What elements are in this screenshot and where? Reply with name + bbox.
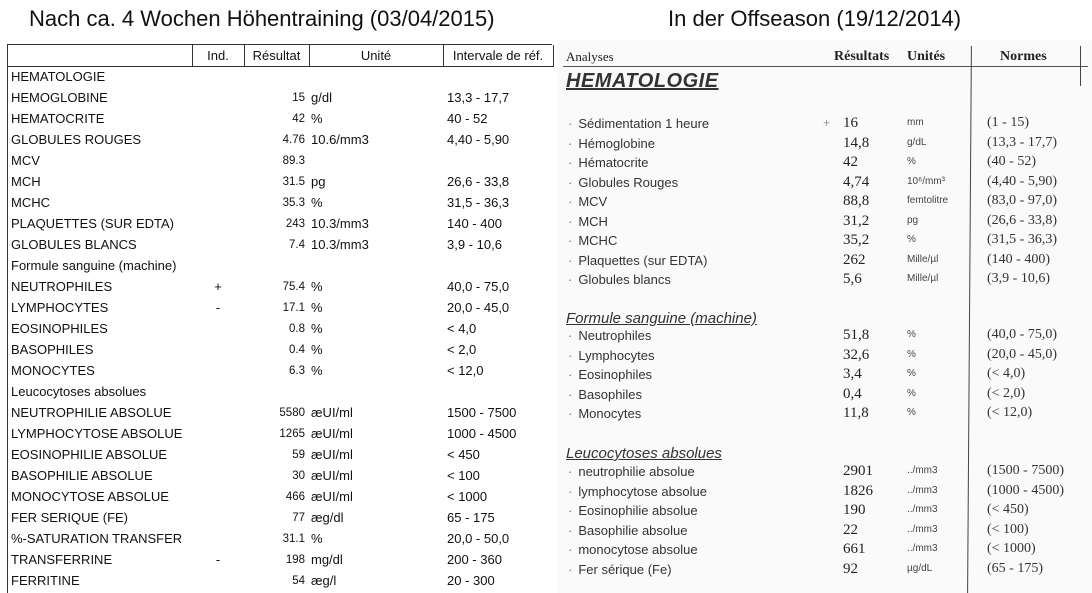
cell-unit: æUI/ml: [311, 489, 353, 504]
cell-unit: %: [311, 300, 323, 315]
result-norm: (40 - 52): [987, 154, 1036, 169]
result-value: 661: [843, 541, 866, 557]
result-norm: (< 12,0): [987, 405, 1033, 420]
cell-analysis: MCV: [11, 153, 40, 168]
cell-reference-range: [443, 66, 553, 87]
result-norm: (1 - 15): [987, 115, 1029, 130]
table-row: [8, 507, 553, 528]
right-header-units: Unités: [907, 49, 946, 64]
cell-unit: æUI/ml: [311, 468, 353, 483]
cell-indicator: [192, 87, 244, 108]
result-unit: 10⁶/mm³: [907, 175, 946, 187]
cell-reference-range: < 1000: [447, 489, 488, 504]
cell-reference-range: 200 - 360: [447, 552, 502, 567]
result-unit: Mille/µl: [907, 253, 939, 265]
cell-indicator: +: [214, 279, 222, 294]
cell-reference-range: < 4,0: [447, 321, 477, 336]
cell-unit: %: [311, 111, 323, 126]
list-item: [557, 522, 1092, 541]
cell-reference-range: 20 - 300: [447, 573, 495, 588]
result-unit: µg/dL: [907, 562, 933, 574]
cell-unit: %: [311, 279, 323, 294]
cell-analysis: %-SATURATION TRANSFER: [11, 531, 183, 546]
result-norm: (< 4,0): [987, 366, 1026, 381]
cell-result: 77: [292, 511, 305, 524]
cell-result: 89.3: [282, 154, 305, 167]
list-item: [557, 135, 1092, 154]
cell-reference-range: [443, 381, 553, 402]
cell-reference-range: 65 - 175: [447, 510, 495, 525]
table-row: [8, 297, 553, 318]
cell-analysis: EOSINOPHILES: [11, 321, 108, 336]
result-name: · Sédimentation 1 heure: [568, 116, 709, 131]
cell-result: 30: [292, 469, 305, 482]
result-norm: (< 450): [987, 502, 1029, 517]
cell-result: 17.1: [282, 301, 305, 314]
result-unit: pg: [907, 214, 919, 226]
left-results-table: [8, 45, 554, 591]
cell-analysis: Formule sanguine (machine): [11, 258, 177, 273]
table-row: [8, 87, 553, 108]
result-norm: (140 - 400): [987, 251, 1050, 267]
result-norm: (< 1000): [987, 541, 1036, 556]
cell-result: 0.8: [289, 322, 305, 335]
cell-analysis: HEMATOLOGIE: [11, 69, 106, 85]
cell-result: 1265: [279, 427, 305, 440]
list-item: [557, 271, 1092, 290]
cell-unit: æUI/ml: [311, 447, 353, 462]
list-item: [557, 405, 1092, 424]
result-value: 22: [843, 521, 858, 538]
table-row: [8, 234, 553, 255]
cell-indicator: [192, 66, 244, 87]
cell-unit: pg: [311, 174, 326, 189]
cell-indicator: [192, 129, 244, 150]
right-edge-divider: [1080, 46, 1081, 86]
table-row: [8, 423, 553, 444]
cell-indicator: [192, 255, 244, 276]
cell-analysis: LYMPHOCYTOSE ABSOLUE: [11, 426, 183, 441]
cell-result: [244, 66, 309, 87]
cell-unit: g/dl: [311, 90, 332, 105]
cell-reference-range: 1500 - 7500: [447, 405, 517, 420]
result-norm: (65 - 175): [987, 560, 1043, 576]
cell-indicator: -: [215, 552, 221, 567]
result-name: · MCH: [568, 214, 608, 229]
cell-indicator: [192, 150, 244, 171]
cell-unit: [309, 255, 443, 276]
cell-analysis: GLOBULES BLANCS: [11, 237, 137, 252]
result-value: 88,8: [843, 193, 870, 209]
header-unit: Unité: [309, 45, 443, 66]
table-row: [8, 66, 553, 87]
result-unit: ../mm3: [907, 523, 938, 535]
cell-unit: %: [311, 363, 323, 378]
cell-unit: [309, 381, 443, 402]
table-row: [8, 570, 553, 591]
header-result: Résultat: [244, 45, 309, 66]
result-value: 3,4: [843, 366, 862, 382]
cell-reference-range: < 2,0: [447, 342, 477, 357]
cell-analysis: Leucocytoses absolues: [11, 384, 147, 399]
list-item: [557, 366, 1092, 385]
cell-analysis: MONOCYTOSE ABSOLUE: [11, 489, 169, 504]
cell-indicator: [192, 507, 244, 528]
cell-reference-range: 40,0 - 75,0: [447, 279, 510, 294]
list-item: [557, 174, 1092, 193]
section-formule-sanguine: Formule sanguine (machine): [566, 310, 757, 327]
right-lab-report: [557, 40, 1092, 593]
cell-indicator: [192, 339, 244, 360]
result-unit: ../mm3: [907, 484, 938, 496]
cell-reference-range: 3,9 - 10,6: [447, 237, 502, 252]
list-item: [557, 213, 1092, 232]
table-row: [8, 549, 553, 570]
cell-indicator: -: [215, 300, 221, 315]
result-name: · Globules Rouges: [568, 175, 678, 190]
cell-result: 243: [285, 217, 305, 230]
result-unit: %: [907, 348, 916, 360]
table-row: [8, 486, 553, 507]
table-row: [8, 444, 553, 465]
cell-result: 5580: [279, 406, 305, 419]
result-norm: (13,3 - 17,7): [987, 134, 1057, 150]
cell-analysis: TRANSFERRINE: [11, 552, 113, 567]
cell-unit: [309, 66, 443, 87]
cell-unit: %: [311, 531, 323, 546]
cell-unit: [309, 150, 443, 171]
table-row: [8, 192, 553, 213]
result-name: · Lymphocytes: [568, 348, 654, 363]
cell-indicator: [192, 213, 244, 234]
cell-reference-range: 13,3 - 17,7: [447, 90, 510, 105]
table-row: [8, 381, 553, 402]
header-indicator: Ind.: [192, 45, 244, 66]
result-unit: %: [907, 387, 916, 399]
right-header-analyses: Analyses: [566, 49, 614, 64]
table-row: [8, 255, 553, 276]
cell-reference-range: [443, 150, 553, 171]
result-norm: (< 2,0): [987, 385, 1026, 401]
cell-result: 75.4: [282, 280, 305, 293]
cell-analysis: FER SERIQUE (FE): [11, 510, 129, 525]
cell-result: 0.4: [289, 343, 305, 356]
list-item: [557, 483, 1092, 502]
result-norm: (20,0 - 45,0): [987, 346, 1057, 362]
result-norm: (4,40 - 5,90): [987, 173, 1057, 189]
header-reference-range: Intervale de réf.: [443, 45, 553, 66]
result-name: · neutrophilie absolue: [568, 464, 695, 479]
cell-indicator: [192, 570, 244, 591]
cell-analysis: MCH: [11, 174, 41, 189]
result-name: · lymphocytose absolue: [568, 484, 707, 499]
title-offseason: In der Offseason (19/12/2014): [668, 6, 962, 31]
left-lab-report: [7, 44, 552, 593]
result-value: 2901: [843, 463, 873, 479]
result-value: 0,4: [843, 385, 862, 402]
table-row: [8, 360, 553, 381]
cell-indicator: [192, 444, 244, 465]
result-name: · monocytose absolue: [568, 542, 698, 557]
result-value: 190: [843, 502, 866, 518]
result-name: · Neutrophiles: [568, 328, 651, 343]
table-row: [8, 129, 553, 150]
result-name: · Basophiles: [568, 387, 642, 402]
result-norm: (1500 - 7500): [987, 463, 1064, 478]
cell-unit: %: [311, 321, 323, 336]
cell-result: 35.3: [282, 196, 305, 209]
result-value: 14,8: [843, 134, 870, 151]
cell-unit: æUI/ml: [311, 405, 353, 420]
cell-analysis: LYMPHOCYTES: [11, 300, 109, 315]
cell-analysis: BASOPHILES: [11, 342, 94, 357]
result-unit: %: [907, 368, 916, 379]
cell-indicator: [192, 171, 244, 192]
cell-reference-range: < 12,0: [447, 363, 484, 378]
result-value: 11,8: [843, 405, 869, 421]
cell-reference-range: 31,5 - 36,3: [447, 195, 510, 210]
cell-reference-range: 20,0 - 45,0: [447, 300, 510, 315]
cell-unit: æUI/ml: [311, 426, 353, 441]
result-value: 31,2: [843, 212, 870, 229]
result-value: 4,74: [843, 173, 870, 190]
table-row: [8, 339, 553, 360]
result-norm: (83,0 - 97,0): [987, 193, 1057, 208]
result-value: 92: [843, 560, 858, 577]
cell-analysis: PLAQUETTES (SUR EDTA): [11, 216, 175, 231]
result-name: · Monocytes: [568, 406, 641, 421]
section-leucocytoses: Leucocytoses absolues: [566, 445, 722, 462]
cell-indicator: [192, 528, 244, 549]
result-name: · Basophilie absolue: [568, 523, 687, 538]
cell-result: 7.4: [289, 238, 305, 251]
list-item: [557, 463, 1092, 482]
table-row: [8, 465, 553, 486]
table-row: [8, 108, 553, 129]
table-row: [8, 318, 553, 339]
result-unit: ../mm3: [907, 504, 938, 515]
cell-reference-range: 40 - 52: [447, 111, 488, 126]
table-row: [8, 150, 553, 171]
cell-analysis: HEMATOCRITE: [11, 111, 105, 126]
result-norm: (< 100): [987, 521, 1029, 537]
result-value: 5,6: [843, 271, 862, 287]
result-unit: %: [907, 156, 916, 167]
table-row: [8, 276, 553, 297]
result-norm: (3,9 - 10,6): [987, 271, 1050, 286]
result-unit: Mille/µl: [907, 273, 939, 284]
list-item: [557, 154, 1092, 173]
cell-analysis: HEMOGLOBINE: [11, 90, 108, 105]
cell-result: 31.1: [282, 532, 305, 545]
cell-unit: 10.3/mm3: [311, 237, 369, 252]
cell-indicator: [192, 192, 244, 213]
list-item: [557, 561, 1092, 580]
result-unit: ../mm3: [907, 543, 938, 554]
cell-unit: mg/dl: [311, 552, 343, 567]
cell-result: 466: [285, 490, 305, 503]
cell-result: 4.76: [282, 133, 305, 146]
cell-reference-range: 1000 - 4500: [447, 426, 517, 441]
result-value: 35,2: [843, 232, 870, 248]
result-unit: %: [907, 329, 916, 340]
list-item: [557, 386, 1092, 405]
result-unit: %: [907, 407, 916, 418]
cell-indicator: [192, 318, 244, 339]
cell-indicator: [192, 402, 244, 423]
cell-unit: 10.6/mm3: [311, 132, 369, 147]
cell-unit: æg/dl: [311, 510, 344, 525]
cell-indicator: [192, 108, 244, 129]
cell-unit: %: [311, 195, 323, 210]
table-row: [8, 213, 553, 234]
result-unit: mm: [907, 117, 924, 128]
result-name: · Eosinophilie absolue: [568, 503, 698, 518]
cell-reference-range: < 450: [447, 447, 480, 462]
result-name: · Eosinophiles: [568, 367, 652, 382]
result-value: 1826: [843, 482, 873, 499]
cell-analysis: EOSINOPHILIE ABSOLUE: [11, 447, 168, 462]
cell-result: 54: [292, 574, 305, 587]
left-table-header-row: [8, 45, 553, 66]
cell-indicator: [192, 486, 244, 507]
cell-analysis: MONOCYTES: [11, 363, 95, 378]
cell-result: 31.5: [282, 175, 305, 188]
header-analysis: [8, 45, 192, 66]
result-norm: (31,5 - 36,3): [987, 232, 1057, 247]
cell-analysis: MCHC: [11, 195, 50, 210]
result-value: 262: [843, 251, 866, 268]
cell-analysis: NEUTROPHILES: [11, 279, 113, 294]
cell-reference-range: < 100: [447, 468, 480, 483]
list-item: [557, 327, 1092, 346]
result-value: 42: [843, 154, 858, 170]
result-name: · Fer sérique (Fe): [568, 562, 672, 577]
cell-reference-range: 140 - 400: [447, 216, 502, 231]
cell-result: 198: [285, 553, 305, 566]
cell-analysis: BASOPHILIE ABSOLUE: [11, 468, 153, 483]
table-row: [8, 171, 553, 192]
result-name: · MCV: [568, 194, 607, 209]
result-norm: (1000 - 4500): [987, 482, 1064, 498]
right-header-divider: [563, 66, 1088, 67]
cell-analysis: NEUTROPHILIE ABSOLUE: [11, 405, 172, 420]
cell-unit: %: [311, 342, 323, 357]
result-unit: %: [907, 234, 916, 245]
table-row: [8, 402, 553, 423]
left-table-body: [8, 66, 553, 591]
result-name: · Hémoglobine: [568, 136, 655, 151]
result-norm: (40,0 - 75,0): [987, 327, 1057, 342]
cell-reference-range: 26,6 - 33,8: [447, 174, 510, 189]
list-item: [557, 252, 1092, 271]
list-item: [557, 347, 1092, 366]
cell-indicator: [192, 465, 244, 486]
list-item: [557, 232, 1092, 251]
cell-analysis: GLOBULES ROUGES: [11, 132, 142, 147]
list-item: [557, 193, 1092, 212]
result-name: · Plaquettes (sur EDTA): [568, 253, 707, 268]
cell-indicator: [192, 234, 244, 255]
cell-result: 42: [292, 112, 305, 125]
result-value: 16: [843, 115, 858, 131]
list-item: [557, 115, 1092, 134]
right-header-norms: Normes: [1000, 49, 1047, 64]
right-header-results: Résultats: [834, 49, 890, 64]
result-unit: g/dL: [907, 136, 927, 148]
list-item: [557, 502, 1092, 521]
cell-analysis: FERRITINE: [11, 573, 80, 588]
cell-indicator: [192, 381, 244, 402]
result-value: 51,8: [843, 327, 870, 343]
cell-result: [244, 255, 309, 276]
result-name: · Hématocrite: [568, 155, 648, 170]
table-row: [8, 528, 553, 549]
cell-reference-range: 4,40 - 5,90: [447, 132, 510, 147]
result-flag: +: [823, 115, 831, 130]
cell-unit: æg/l: [311, 573, 337, 588]
section-hematologie: HEMATOLOGIE: [566, 70, 719, 92]
cell-unit: 10.3/mm3: [311, 216, 369, 231]
cell-result: 15: [292, 91, 305, 104]
cell-result: [244, 381, 309, 402]
cell-result: 6.3: [289, 364, 305, 377]
result-unit: ../mm3: [907, 465, 938, 476]
cell-reference-range: [443, 255, 553, 276]
result-name: · MCHC: [568, 233, 617, 248]
cell-reference-range: 20,0 - 50,0: [447, 531, 510, 546]
result-name: · Globules blancs: [568, 272, 671, 287]
result-norm: (26,6 - 33,8): [987, 212, 1057, 228]
result-unit: femtolitre: [907, 195, 949, 206]
title-altitude-training: Nach ca. 4 Wochen Höhentraining (03/04/2015): [29, 6, 495, 31]
cell-result: 59: [292, 448, 305, 461]
cell-indicator: [192, 423, 244, 444]
result-value: 32,6: [843, 346, 870, 363]
list-item: [557, 541, 1092, 560]
cell-indicator: [192, 360, 244, 381]
